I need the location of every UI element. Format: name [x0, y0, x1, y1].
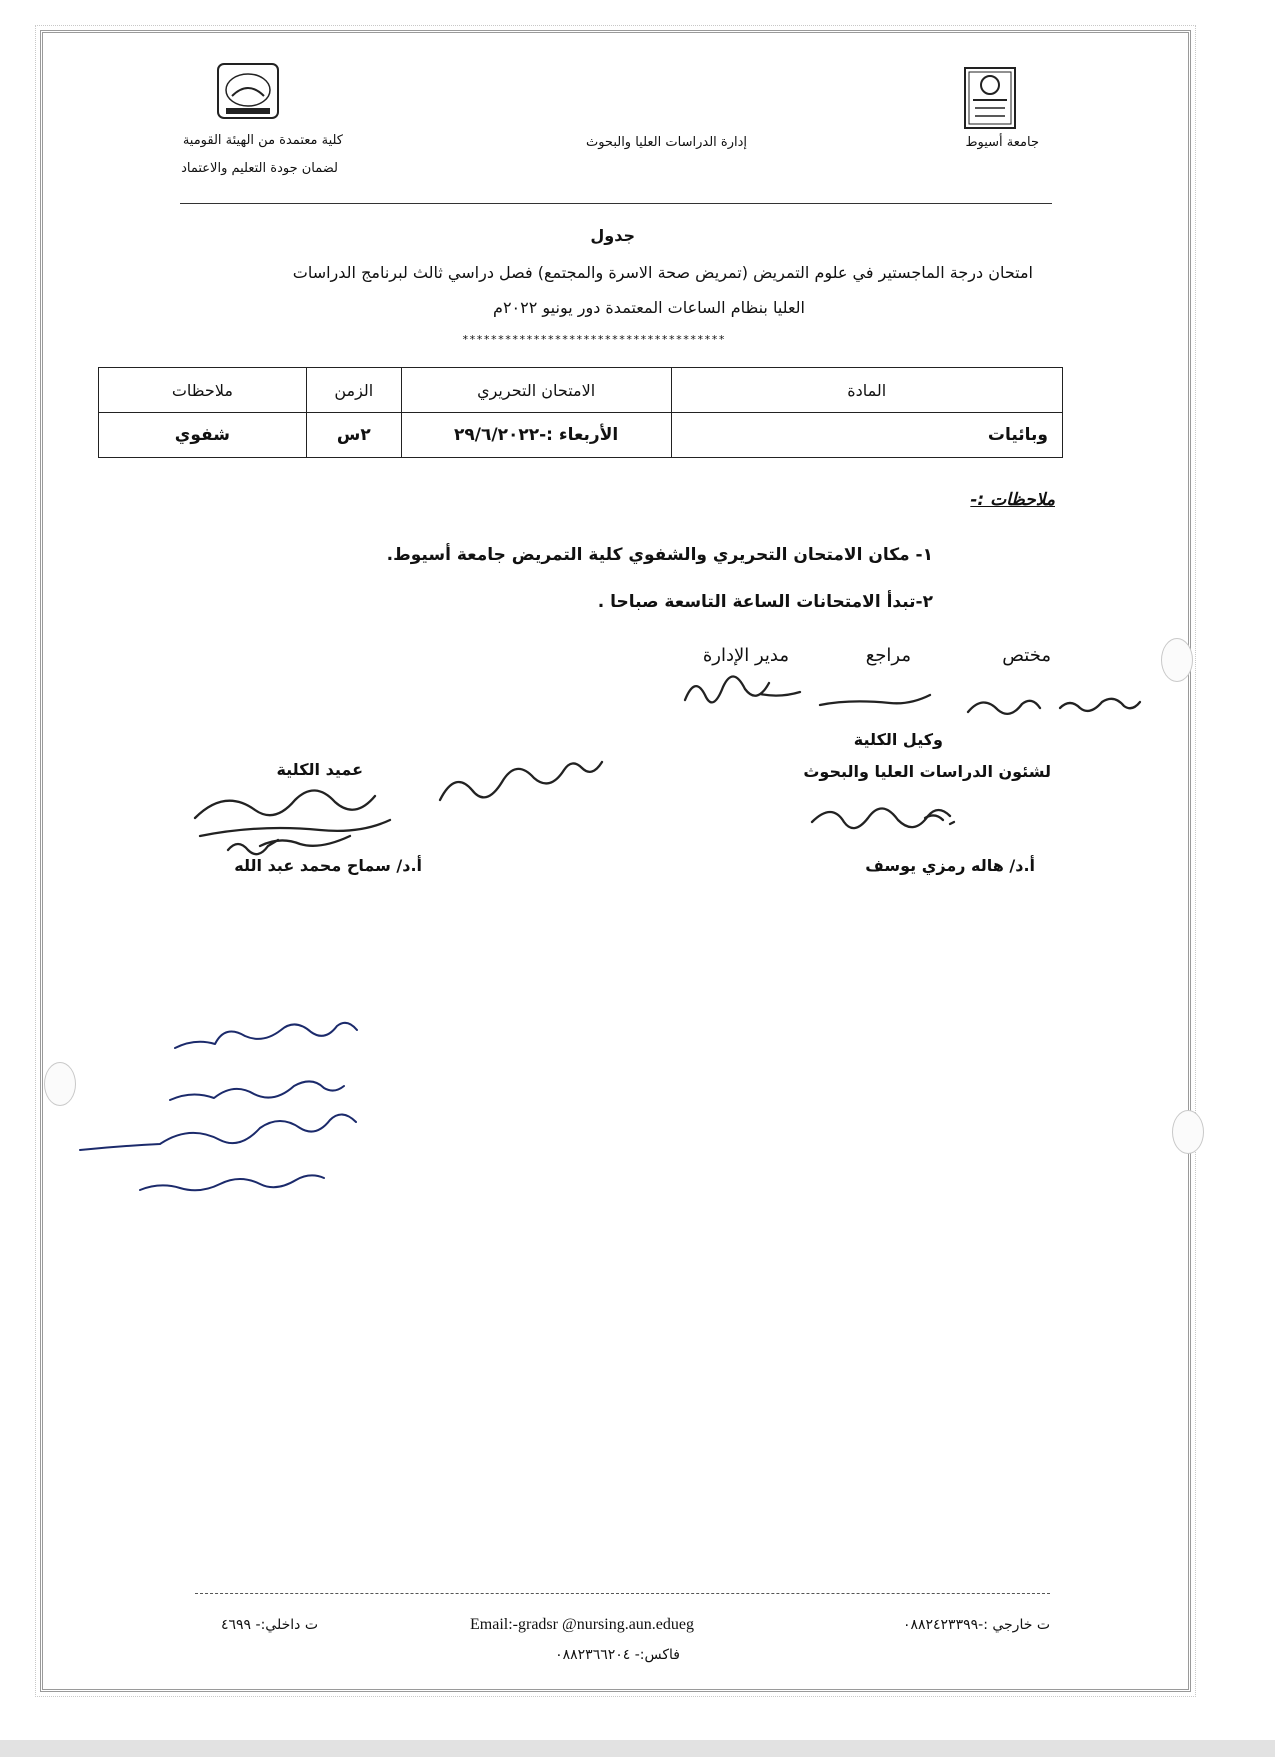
role-specialist: مختص	[1002, 645, 1051, 666]
email-address[interactable]: Email:-gradsr @nursing.aun.edueg	[470, 1616, 695, 1633]
department-name: إدارة الدراسات العليا والبحوث	[585, 135, 747, 150]
dean-name: أ.د/ سماح محمد عبد الله	[234, 856, 422, 875]
vice-dean-name: أ.د/ هاله رمزي يوسف	[865, 856, 1035, 875]
cell-subject: وبائيات	[671, 413, 1062, 458]
accreditation-line-2: لضمان جودة التعليم والاعتماد	[181, 161, 338, 176]
fax-number: فاكس:- ٠٨٨٢٣٦٦٢٠٤	[555, 1647, 680, 1663]
document-heading: جدول	[590, 226, 635, 245]
column-header-notes: ملاحظات	[99, 368, 307, 413]
accreditation-line-1: كلية معتمدة من الهيئة القومية	[182, 133, 343, 148]
dean-title: عميد الكلية	[276, 760, 363, 779]
university-name: جامعة أسيوط	[965, 135, 1039, 150]
column-header-subject: المادة	[671, 368, 1062, 413]
cell-notes: شفوي	[99, 413, 307, 458]
note-item-1: ١- مكان الامتحان التحريري والشفوي كلية التمريض جامعة أسيوط.	[386, 545, 933, 565]
title-line-1: امتحان درجة الماجستير في علوم التمريض (تمريض صحة الاسرة والمجتمع) فصل دراسي ثالث لبرنامج الدراسات	[292, 263, 1033, 282]
vice-dean-subtitle: لشئون الدراسات العليا والبحوث	[803, 762, 1051, 781]
note-item-2: ٢-تبدأ الامتحانات الساعة التاسعة صباحا .	[597, 592, 933, 612]
external-phone: ت خارجي :-٠٨٨٢٤٢٣٣٩٩	[902, 1617, 1050, 1633]
scan-edge	[0, 1740, 1275, 1757]
title-line-2: العليا بنظام الساعات المعتمدة دور يونيو ٢٠٢٢م	[493, 298, 805, 317]
cell-written-exam: الأربعاء :-٢٩/٦/٢٠٢٢	[401, 413, 671, 458]
decorative-stars: *************************************	[462, 333, 726, 346]
dean-signature	[195, 790, 390, 854]
column-header-written-exam: الامتحان التحريري	[401, 368, 671, 413]
footer-divider	[195, 1593, 1050, 1594]
approval-notes-handwriting	[80, 1023, 357, 1190]
vice-dean-title: وكيل الكلية	[853, 730, 943, 749]
cell-duration: ٢س	[306, 413, 401, 458]
vice-dean-signature	[812, 808, 954, 828]
internal-phone: ت داخلي:- ٤٦٩٩	[220, 1617, 318, 1633]
council-signature	[440, 762, 602, 800]
column-header-duration: الزمن	[306, 368, 401, 413]
role-manager: مدير الإدارة	[702, 645, 789, 666]
roles-signatures	[685, 676, 1140, 713]
notes-title: ملاحظات :-	[970, 490, 1055, 510]
role-reviewer: مراجع	[865, 645, 911, 666]
